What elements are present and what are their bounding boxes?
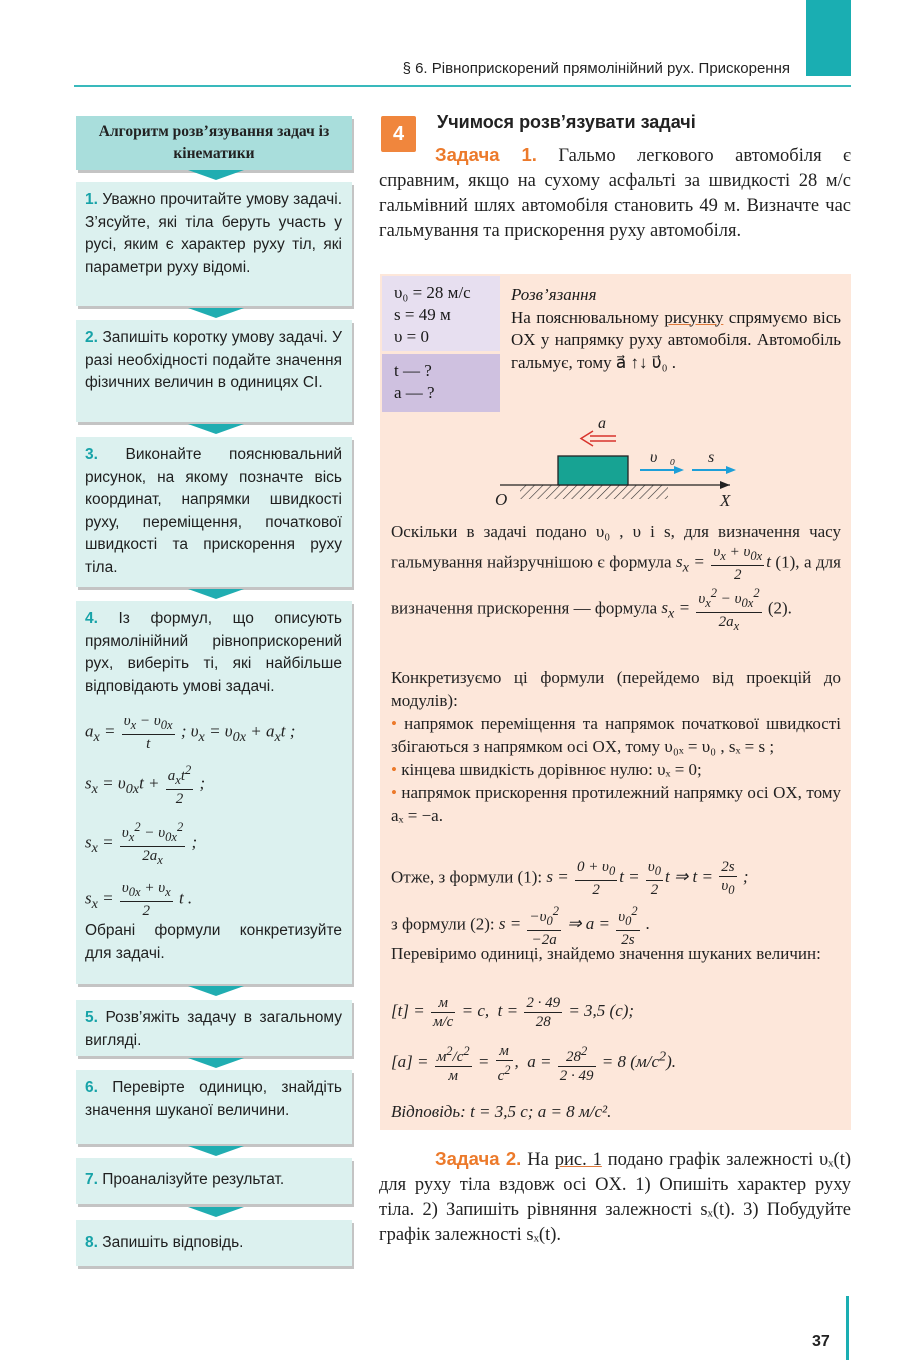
task-2-statement: Задача 2. На рис. 1 подано графік залежності υₓ(t) для руху тіла вздовж осі OX. 1) Опишіть характер руху тіла. 2) Запишіть рівняння залежності sₓ(t). 3) Побудуйте графік залежності sₓ(t).: [379, 1148, 851, 1245]
algorithm-step-8: 8. Запишіть відповідь.: [76, 1220, 352, 1266]
derivation-t: Отже, з формули (1): s = $\frac{0 + \upsilon_0}{2}$ t = $\frac{\upsilon_0}{2}$ t ⇒ t = $\frac{2s}{\upsilon_0}$ ;: [391, 859, 749, 898]
ground-hatch: [520, 485, 668, 499]
step-arrow: [188, 986, 244, 996]
units-line-a: [a] = $\frac{м^2/с^2}{м}$ = $\frac{м}{с^2}$ , a = $\frac{28^2}{2 \cdot 49}$ = 8 $(м/с^2)$.: [391, 1043, 677, 1084]
formula-sx-3: $s_x$ = $\frac{\upsilon_{0x} + \upsilon_x}{2}$ t .: [85, 880, 193, 919]
units-line-t: [t] = $\frac{м}{м/с}$ = с, t = $\frac{2 \cdot 49}{28}$ = 3,5 (с);: [391, 995, 635, 1030]
step-arrow: [188, 589, 244, 599]
formula-ax-vx: $a_x$ = $\frac{\upsilon_x - \upsilon_{0x}}{t}$ ; $\upsilon_x = \upsilon_{0x} + a_xt$ ;: [85, 713, 296, 752]
bullet-item: • кінцева швидкість дорівнює нулю: υₓ = 0;: [391, 760, 702, 779]
page-number: 37: [812, 1333, 830, 1350]
label-v0: υ⃗₀: [650, 449, 676, 466]
step-arrow: [188, 1146, 244, 1156]
step-arrow: [188, 1058, 244, 1068]
label-a: a⃗: [598, 415, 619, 432]
figure-1-link[interactable]: рис. 1: [554, 1150, 602, 1170]
solution-intro: Розв’язання На пояснювальному рисунку спрямуємо вісь OX у напрямку руху автомобіля. Автомобіль гальмує, тому a⃗ ↑↓ υ⃗₀ .: [511, 285, 841, 372]
algorithm-title: Алгоритм розв’язування задач із кінематики: [76, 116, 352, 170]
car-block: [558, 456, 628, 485]
label-x: X: [720, 491, 731, 510]
page-number-bar: [846, 1296, 849, 1360]
formula-2: $s_x$ = $\frac{\upsilon_x^2 - \upsilon_{0x}^2}{2a_x}$: [661, 586, 760, 633]
step-arrow: [188, 1207, 244, 1217]
label-s: s⃗: [708, 449, 727, 466]
algorithm-column: [76, 0, 352, 1300]
formula-sx-1: $s_x = \upsilon_{0x}t$ + $\frac{a_xt^2}{2}$ ;: [85, 763, 206, 807]
section-title: Учимося розв’язувати задачі: [437, 112, 696, 132]
acceleration-arrow: [581, 431, 593, 446]
task-1-statement: Задача 1. Гальмо легкового автомобіля є справним, якщо на сухому асфальті за швидкості 28 м/с гальмівний шлях автомобіля становить 49 м. Визначте час гальмування та прискорення руху автомобіля.: [379, 144, 851, 241]
step-arrow: [188, 424, 244, 434]
x-axis-arrow: [720, 481, 730, 489]
derivation-a: з формули (2): s = $\frac{-\upsilon_0^2}{-2a}$ ⇒ a = $\frac{\upsilon_0^2}{2s}$ .: [391, 904, 651, 948]
bullet-item: • напрямок переміщення та напрямок початкової швидкості збігаються з напрямком осі OX, тому υ₀ₓ = υ₀ , sₓ = s ;: [391, 714, 841, 756]
step-arrow: [188, 308, 244, 318]
find-box: t — ? a — ?: [382, 354, 500, 412]
formula-sx-2: $s_x$ = $\frac{\upsilon_x^2 - \upsilon_{0x}^2}{2a_x}$ ;: [85, 820, 198, 867]
answer-line: Відповідь: t = 3,5 с; a = 8 м/с².: [391, 1102, 612, 1121]
step-arrow: [188, 170, 244, 180]
braking-diagram: [480, 412, 760, 512]
step-4-footer: Обрані формули конкретизуйте для задачі.: [85, 922, 342, 962]
solution-paragraph-2: Конкретизуємо ці формули (перейдемо від проекцій до модулів): • напрямок переміщення та напрямок початкової швидкості збігаються з напрямком осі OX, тому υ₀ₓ = υ₀ , sₓ = s ; • кінцева швидкість дорівнює нулю: υₓ = 0; • напрямок прискорення протилежний напрямку осі OX, тому aₓ = −a.: [391, 668, 841, 825]
bullet-item: • напрямок прискорення протилежний напрямку осі OX, тому aₓ = −a.: [391, 783, 841, 825]
algorithm-step-1: 1. Уважно прочитайте умову задачі. З’ясуйте, які тіла беруть участь у русі, яким є характер руху тіл, які параметри руху відомі.: [76, 182, 352, 306]
section-number-badge: 4: [381, 116, 416, 152]
algorithm-step-2: 2. Запишіть коротку умову задачі. У разі необхідності подайте значення фізичних величин в одиницях СІ.: [76, 320, 352, 422]
algorithm-step-6: 6. Перевірте одиницю, знайдіть значення шуканої величини.: [76, 1070, 352, 1144]
algorithm-step-7: 7. Проаналізуйте результат.: [76, 1158, 352, 1204]
given-box: υ₀ = 28 м/с s = 49 м υ = 0: [382, 276, 500, 351]
algorithm-step-3: 3. Виконайте пояснювальний рисунок, на якому позначте вісь координат, напрямки швидкості руху, переміщення, початкової швидкості та прискорення руху тіла.: [76, 437, 352, 587]
figure-link[interactable]: рисунку: [664, 307, 724, 327]
header-color-tab: [806, 0, 851, 76]
algorithm-step-5: 5. Розв’яжіть задачу в загальному вигляді.: [76, 1000, 352, 1056]
label-origin: O: [495, 490, 508, 509]
units-check-intro: Перевіримо одиниці, знайдемо значення шуканих величин:: [391, 944, 821, 963]
algorithm-step-4: 4. Із формул, що описують прямолінійний рівноприскорений рух, виберіть ті, які найбільше відповідають умові задачі. $a_x$ = $\frac{\upsilon_x - \upsilon_{0x}}{t}$ ; $\upsilon_x = \upsilon_{0x} + a_xt$ ; $s_x = \upsilon_{0x}t$ + $\frac{a_xt^2}{2}$ ; $s_x$ = $\frac{\upsilon_x^2 - \upsilon_{0x}^2}{2a_x}$ ; $s_x$ = $\frac{\upsilon_{0x} + \upsilon_x}{2}$ t . Обрані формули конкретизуйте для задачі.: [76, 601, 352, 984]
running-header: § 6. Рівноприскорений прямолінійний рух. Прискорення: [402, 60, 790, 77]
formula-1: $s_x$ = $\frac{\upsilon_x + \upsilon_{0x}}{2}$ t: [676, 544, 771, 583]
solution-paragraph-1: Оскільки в задачі подано υ₀ , υ і s, для визначення часу гальмування найзручнішою є формула $s_x$ = $\frac{\upsilon_x + \upsilon_{0x}}{2}$ t (1), а для визначення прискорення — формула $s_x$ = $\frac{\upsilon_x^2 - \upsilon_{0x}^2}{2a_x}$ (2).: [391, 522, 841, 633]
